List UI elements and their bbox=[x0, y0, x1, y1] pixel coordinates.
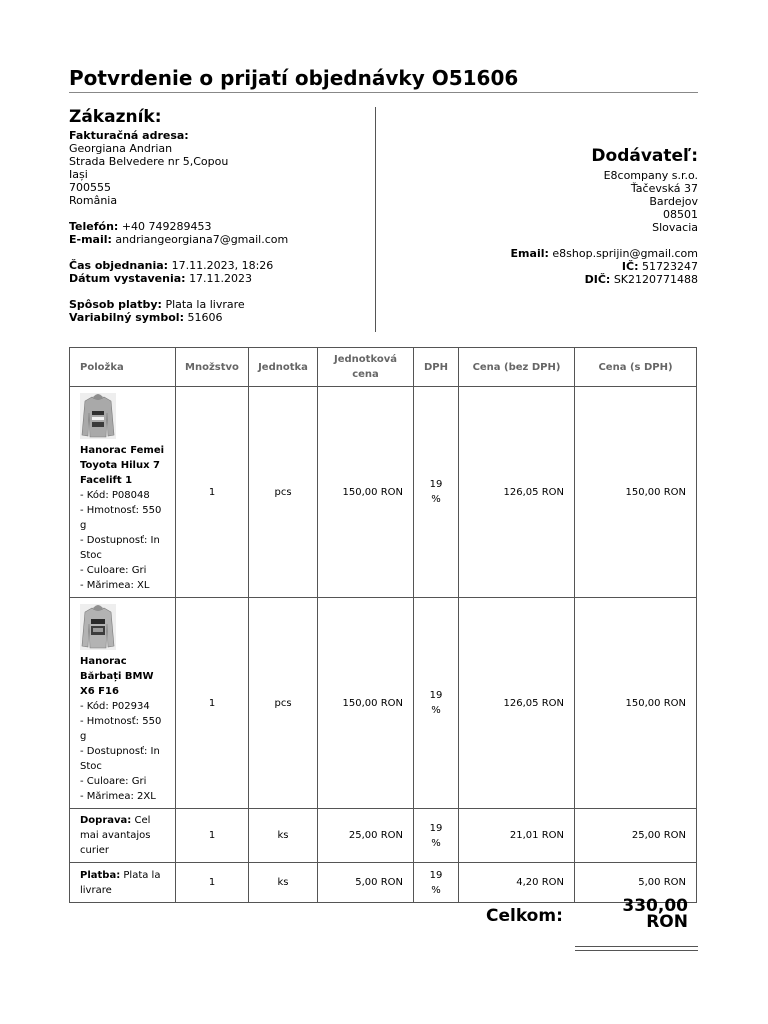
customer-country: România bbox=[69, 194, 118, 207]
supplier-dic-label: DIČ: bbox=[584, 273, 611, 286]
shipping-method: Cel mai avantajos curier bbox=[80, 815, 151, 856]
order-time: 17.11.2023, 18:26 bbox=[171, 259, 274, 272]
product-code: - Kód: P08048 bbox=[80, 490, 150, 501]
supplier-company: E8company s.r.o. bbox=[603, 169, 698, 182]
document-title: Potvrdenie o prijatí objednávky O51606 bbox=[69, 66, 519, 90]
col-header-item: Položka bbox=[70, 348, 176, 387]
supplier-ic-label: IČ: bbox=[621, 260, 639, 273]
order-confirmation-document bbox=[69, 0, 698, 1024]
col-header-unit-price: Jednotková cena bbox=[318, 348, 414, 387]
table-row bbox=[70, 387, 697, 598]
product-color: - Culoare: Gri bbox=[80, 776, 147, 787]
customer-street: Strada Belvedere nr 5,Copou bbox=[69, 155, 229, 168]
product-qty: 1 bbox=[176, 598, 249, 809]
payment-method-row: Plata la livrare bbox=[80, 869, 161, 896]
billing-address-label: Fakturačná adresa: bbox=[69, 129, 189, 142]
supplier-zip: 08501 bbox=[663, 208, 698, 221]
customer-name: Georgiana Andrian bbox=[69, 142, 173, 155]
supplier-email: e8shop.sprijin@gmail.com bbox=[552, 247, 698, 260]
payment-qty: 1 bbox=[176, 863, 249, 903]
table-row-shipping bbox=[70, 809, 697, 863]
order-items-table bbox=[69, 347, 697, 903]
product-weight: - Hmotnosť: 550 g bbox=[80, 505, 162, 531]
col-header-price-incl: Cena (s DPH) bbox=[575, 348, 697, 387]
shipping-qty: 1 bbox=[176, 809, 249, 863]
supplier-dic: SK2120771488 bbox=[613, 273, 698, 286]
product-qty: 1 bbox=[176, 387, 249, 598]
hoodie-thumbnail-icon bbox=[80, 393, 116, 439]
shipping-description bbox=[70, 809, 176, 863]
product-unit-price: 150,00 RON bbox=[318, 598, 414, 809]
product-color: - Culoare: Gri bbox=[80, 565, 147, 576]
product-description bbox=[70, 387, 176, 598]
product-unit-price: 150,00 RON bbox=[318, 387, 414, 598]
payment-unit: ks bbox=[249, 863, 318, 903]
total-label: Celkom: bbox=[486, 906, 563, 926]
col-header-price-excl: Cena (bez DPH) bbox=[459, 348, 575, 387]
total-double-rule bbox=[575, 946, 698, 951]
customer-block bbox=[69, 106, 369, 324]
product-price-excl: 126,05 RON bbox=[459, 598, 575, 809]
supplier-email-label: Email: bbox=[510, 247, 549, 260]
supplier-block bbox=[398, 145, 698, 286]
variable-symbol: 51606 bbox=[187, 311, 223, 324]
customer-email: andriangeorgiana7@gmail.com bbox=[115, 233, 289, 246]
payment-unit-price: 5,00 RON bbox=[318, 863, 414, 903]
supplier-ic: 51723247 bbox=[642, 260, 698, 273]
payment-vat: 19 % bbox=[414, 863, 459, 903]
product-availability: - Dostupnosť: In Stoc bbox=[80, 746, 160, 772]
shipping-label: Doprava: bbox=[80, 815, 132, 826]
shipping-unit-price: 25,00 RON bbox=[318, 809, 414, 863]
product-size: - Mărimea: 2XL bbox=[80, 791, 156, 802]
payment-description bbox=[70, 863, 176, 903]
customer-heading: Zákazník: bbox=[69, 107, 162, 127]
product-unit: pcs bbox=[249, 598, 318, 809]
title-divider bbox=[69, 92, 698, 93]
col-header-vat: DPH bbox=[414, 348, 459, 387]
shipping-unit: ks bbox=[249, 809, 318, 863]
table-row-payment bbox=[70, 863, 697, 903]
product-price-incl: 150,00 RON bbox=[575, 598, 697, 809]
table-row bbox=[70, 598, 697, 809]
product-unit: pcs bbox=[249, 387, 318, 598]
supplier-street: Ťačevská 37 bbox=[630, 182, 698, 195]
payment-label: Platba: bbox=[80, 869, 121, 881]
col-header-qty: Množstvo bbox=[176, 348, 249, 387]
total-amount bbox=[622, 898, 688, 930]
payment-method: Plata la livrare bbox=[165, 298, 245, 311]
hoodie-thumbnail-icon bbox=[80, 604, 116, 650]
table-header-row bbox=[70, 348, 697, 387]
total-currency: RON bbox=[646, 912, 688, 932]
product-size: - Mărimea: XL bbox=[80, 580, 150, 591]
shipping-price-incl: 25,00 RON bbox=[575, 809, 697, 863]
product-availability: - Dostupnosť: In Stoc bbox=[80, 535, 160, 561]
product-weight: - Hmotnosť: 550 g bbox=[80, 716, 162, 742]
payment-price-incl: 5,00 RON bbox=[575, 863, 697, 903]
variable-symbol-label: Variabilný symbol: bbox=[69, 311, 184, 324]
product-description bbox=[70, 598, 176, 809]
payment-price-excl: 4,20 RON bbox=[459, 863, 575, 903]
customer-zip: 700555 bbox=[69, 181, 111, 194]
product-price-excl: 126,05 RON bbox=[459, 387, 575, 598]
total-value: 330,00 bbox=[622, 896, 688, 916]
issue-date-label: Dátum vystavenia: bbox=[69, 272, 186, 285]
product-vat: 19 % bbox=[414, 598, 459, 809]
product-code: - Kód: P02934 bbox=[80, 701, 150, 712]
customer-phone: +40 749289453 bbox=[121, 220, 212, 233]
col-header-unit: Jednotka bbox=[249, 348, 318, 387]
column-divider bbox=[375, 107, 376, 332]
phone-label: Telefón: bbox=[69, 220, 119, 233]
payment-method-label: Spôsob platby: bbox=[69, 298, 162, 311]
issue-date: 17.11.2023 bbox=[189, 272, 253, 285]
supplier-city: Bardejov bbox=[649, 195, 698, 208]
product-price-incl: 150,00 RON bbox=[575, 387, 697, 598]
order-time-label: Čas objednania: bbox=[69, 259, 169, 272]
shipping-vat: 19 % bbox=[414, 809, 459, 863]
supplier-heading: Dodávateľ: bbox=[591, 146, 698, 166]
email-label: E-mail: bbox=[69, 233, 112, 246]
product-vat: 19 % bbox=[414, 387, 459, 598]
customer-city: Iași bbox=[69, 168, 88, 181]
supplier-country: Slovacia bbox=[652, 221, 698, 234]
product-name: Hanorac Femei Toyota Hilux 7 Facelift 1 bbox=[80, 445, 165, 486]
product-name: Hanorac Bărbați BMW X6 F16 bbox=[80, 656, 154, 697]
shipping-price-excl: 21,01 RON bbox=[459, 809, 575, 863]
